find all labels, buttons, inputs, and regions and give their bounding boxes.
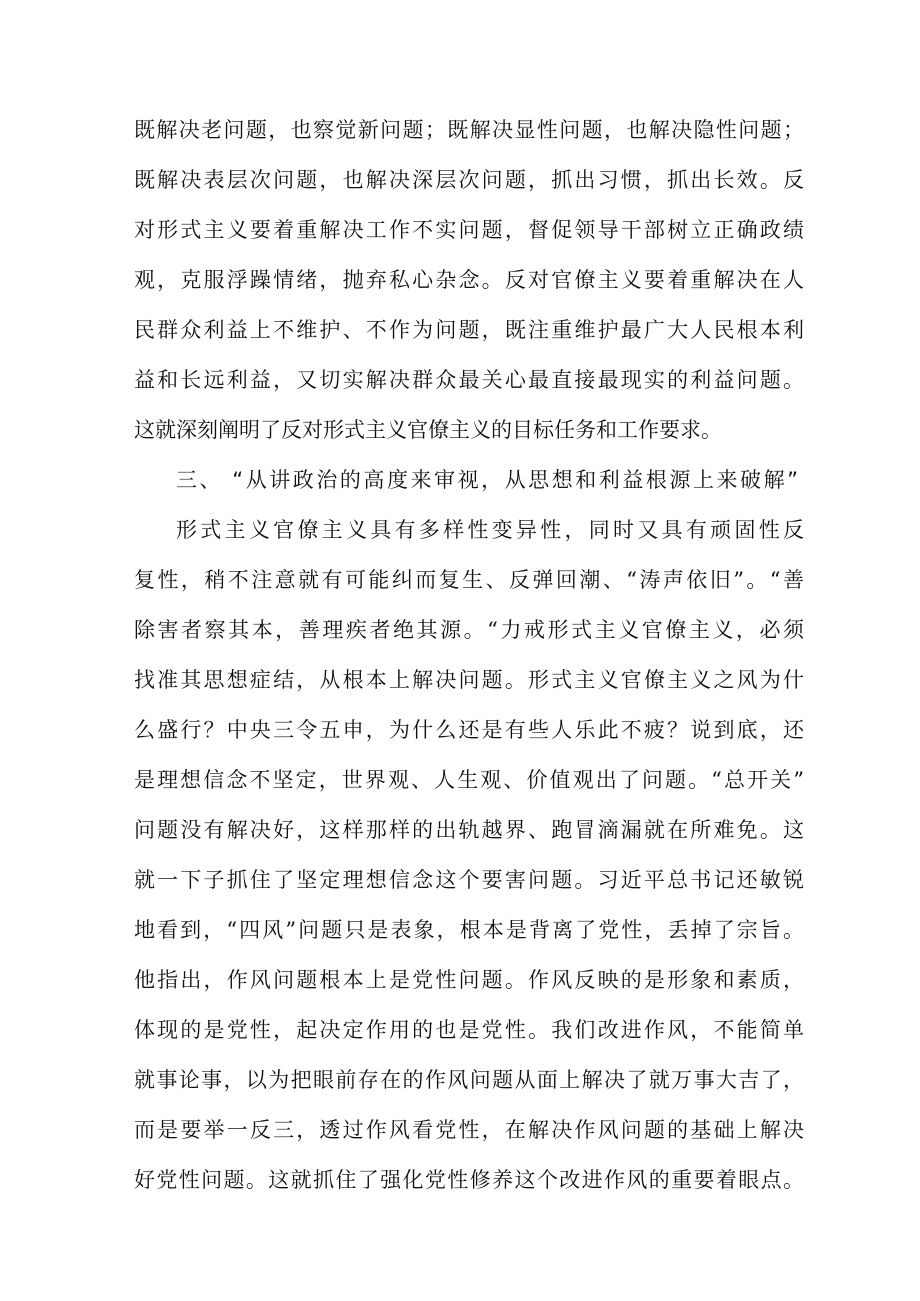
paragraph-2-line-7: 问题没有解决好，这样那样的出轨越界、跑冒滴漏就在所难免。这 — [134, 818, 804, 842]
paragraph-1-line-7: 这就深刻阐明了反对形式主义官僚主义的目标任务和工作要求。 — [134, 418, 722, 442]
paragraph-2-line-12: 就事论事，以为把眼前存在的作风问题从面上解决了就万事大吉了， — [134, 1068, 804, 1092]
paragraph-1-line-3: 对形式主义要着重解决工作不实问题，督促领导干部树立正确政绩 — [134, 218, 804, 242]
paragraph-1-line-6: 益和长远利益，又切实解决群众最关心最直接最现实的利益问题。 — [134, 368, 804, 392]
paragraph-2-line-9: 地看到，“四风”问题只是表象，根本是背离了党性，丢掉了宗旨。 — [134, 918, 804, 942]
section-heading: 三、 “从讲政治的高度来审视，从思想和利益根源上来破解” — [176, 468, 798, 492]
paragraph-2-line-3: 除害者察其本，善理疾者绝其源。“力戒形式主义官僚主义，必须 — [134, 618, 804, 642]
paragraph-2-line-2: 复性，稍不注意就有可能纠而复生、反弹回潮、“涛声依旧”。“善 — [134, 568, 804, 592]
paragraph-2-line-10: 他指出，作风问题根本上是党性问题。作风反映的是形象和素质， — [134, 968, 804, 992]
paragraph-1-line-4: 观，克服浮躁情绪，抛弃私心杂念。反对官僚主义要着重解决在人 — [134, 268, 804, 292]
paragraph-2-line-14: 好党性问题。这就抓住了强化党性修养这个改进作风的重要着眼点。 — [134, 1168, 804, 1192]
paragraph-2-line-1: 形式主义官僚主义具有多样性变异性，同时又具有顽固性反 — [176, 518, 804, 542]
paragraph-2-line-8: 就一下子抓住了坚定理想信念这个要害问题。习近平总书记还敏锐 — [134, 868, 804, 892]
paragraph-1-line-1: 既解决老问题，也察觉新问题；既解决显性问题，也解决隐性问题； — [134, 118, 804, 142]
paragraph-2-line-5: 么盛行？中央三令五申，为什么还是有些人乐此不疲？说到底，还 — [134, 718, 804, 742]
paragraph-1-line-5: 民群众利益上不维护、不作为问题，既注重维护最广大人民根本利 — [134, 318, 804, 342]
paragraph-2-line-6: 是理想信念不坚定，世界观、人生观、价值观出了问题。“总开关” — [134, 768, 804, 792]
paragraph-2-line-11: 体现的是党性，起决定作用的也是党性。我们改进作风，不能简单 — [134, 1018, 804, 1042]
paragraph-2-line-13: 而是要举一反三，透过作风看党性，在解决作风问题的基础上解决 — [134, 1118, 804, 1142]
paragraph-1-line-2: 既解决表层次问题，也解决深层次问题，抓出习惯，抓出长效。反 — [134, 168, 804, 192]
paragraph-2-line-4: 找准其思想症结，从根本上解决问题。形式主义官僚主义之风为什 — [134, 668, 804, 692]
